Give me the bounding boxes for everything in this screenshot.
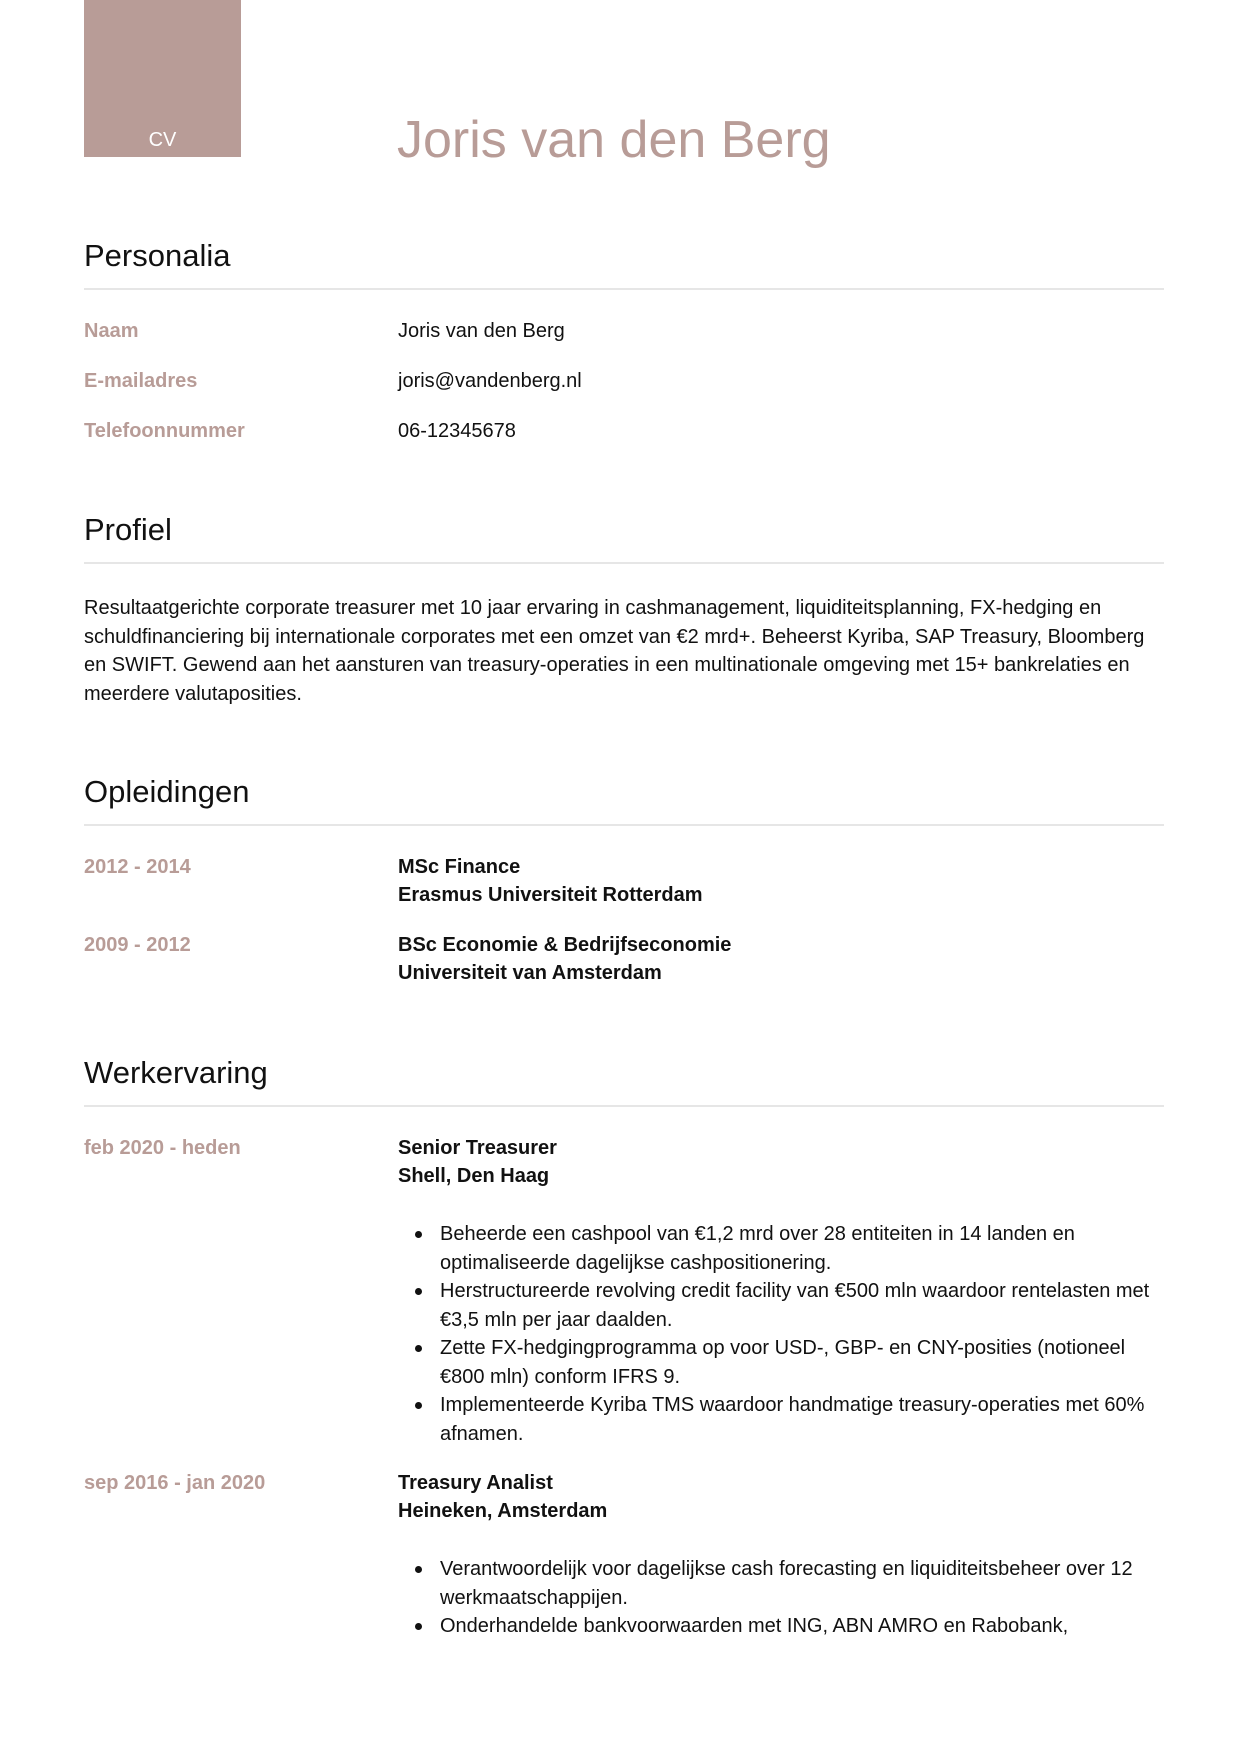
work-period: feb 2020 - heden <box>84 1137 241 1159</box>
education-degree: MSc Finance <box>398 856 521 878</box>
education-period: 2009 - 2012 <box>84 934 191 956</box>
section-title-opleidingen: Opleidingen <box>84 772 1164 826</box>
education-school: Erasmus Universiteit Rotterdam <box>398 884 703 906</box>
personalia-value: joris@vandenberg.nl <box>398 370 582 392</box>
profile-text: Resultaatgerichte corporate treasurer met 10 jaar ervaring in cashmanagement, liquiditeitsplanning, FX-hedging en schuldfinanciering bij internationale corporates met een omzet van €2 mrd+. Beheerst Kyriba, SAP Treasury, Bloomberg en SWIFT. Gewend aan het aansturen van treasury-operaties in een multinationale omgeving met 15+ bankrelaties en meerdere valutaposities. <box>84 597 1145 705</box>
work-item <box>84 1469 1164 1641</box>
personalia-value: 06-12345678 <box>398 420 516 442</box>
personalia-row-telefoon <box>84 417 1164 445</box>
work-company: Heineken, Amsterdam <box>398 1500 608 1522</box>
personalia-label: Telefoonnummer <box>84 420 245 442</box>
list-item: Zette FX-hedgingprogramma op voor USD-, GBP- en CNY-posities (notioneel €800 mln) conform IFRS 9. <box>440 1334 1164 1391</box>
section-werkervaring <box>84 1053 1164 1641</box>
section-profiel <box>84 510 1164 708</box>
list-item: Onderhandelde bankvoorwaarden met ING, ABN AMRO en Rabobank, <box>440 1612 1164 1641</box>
personalia-row-email <box>84 367 1164 395</box>
list-item: Beheerde een cashpool van €1,2 mrd over 28 entiteiten in 14 landen en optimaliseerde dagelijkse cashpositionering. <box>440 1220 1164 1277</box>
bullet-list <box>398 1220 1164 1448</box>
section-opleidingen <box>84 772 1164 987</box>
list-item: Verantwoordelijk voor dagelijkse cash forecasting en liquiditeitsbeheer over 12 werkmaatschappijen. <box>440 1555 1164 1612</box>
work-company: Shell, Den Haag <box>398 1165 550 1187</box>
document-title: Joris van den Berg <box>397 111 831 169</box>
section-personalia <box>84 236 1164 445</box>
work-period: sep 2016 - jan 2020 <box>84 1472 266 1494</box>
education-school: Universiteit van Amsterdam <box>398 962 662 984</box>
cv-badge-label: CV <box>148 129 177 151</box>
personalia-label: E-mailadres <box>84 370 198 392</box>
education-item <box>84 931 1164 987</box>
personalia-value: Joris van den Berg <box>398 320 565 342</box>
personalia-label: Naam <box>84 320 139 342</box>
education-item <box>84 853 1164 909</box>
work-bullets <box>398 1555 1164 1641</box>
section-title-personalia: Personalia <box>84 236 1164 290</box>
section-title-profiel: Profiel <box>84 510 1164 564</box>
education-period: 2012 - 2014 <box>84 856 191 878</box>
work-bullets <box>398 1220 1164 1448</box>
bullet-list <box>398 1555 1164 1641</box>
section-title-werkervaring: Werkervaring <box>84 1053 1164 1107</box>
personalia-row-naam <box>84 317 1164 345</box>
education-degree: BSc Economie & Bedrijfseconomie <box>398 934 732 956</box>
work-role: Treasury Analist <box>398 1472 553 1494</box>
work-item <box>84 1134 1164 1448</box>
cv-badge <box>84 0 241 157</box>
list-item: Implementeerde Kyriba TMS waardoor handmatige treasury-operaties met 60% afnamen. <box>440 1391 1164 1448</box>
work-role: Senior Treasurer <box>398 1137 557 1159</box>
list-item: Herstructureerde revolving credit facility van €500 mln waardoor rentelasten met €3,5 mln per jaar daalden. <box>440 1277 1164 1334</box>
